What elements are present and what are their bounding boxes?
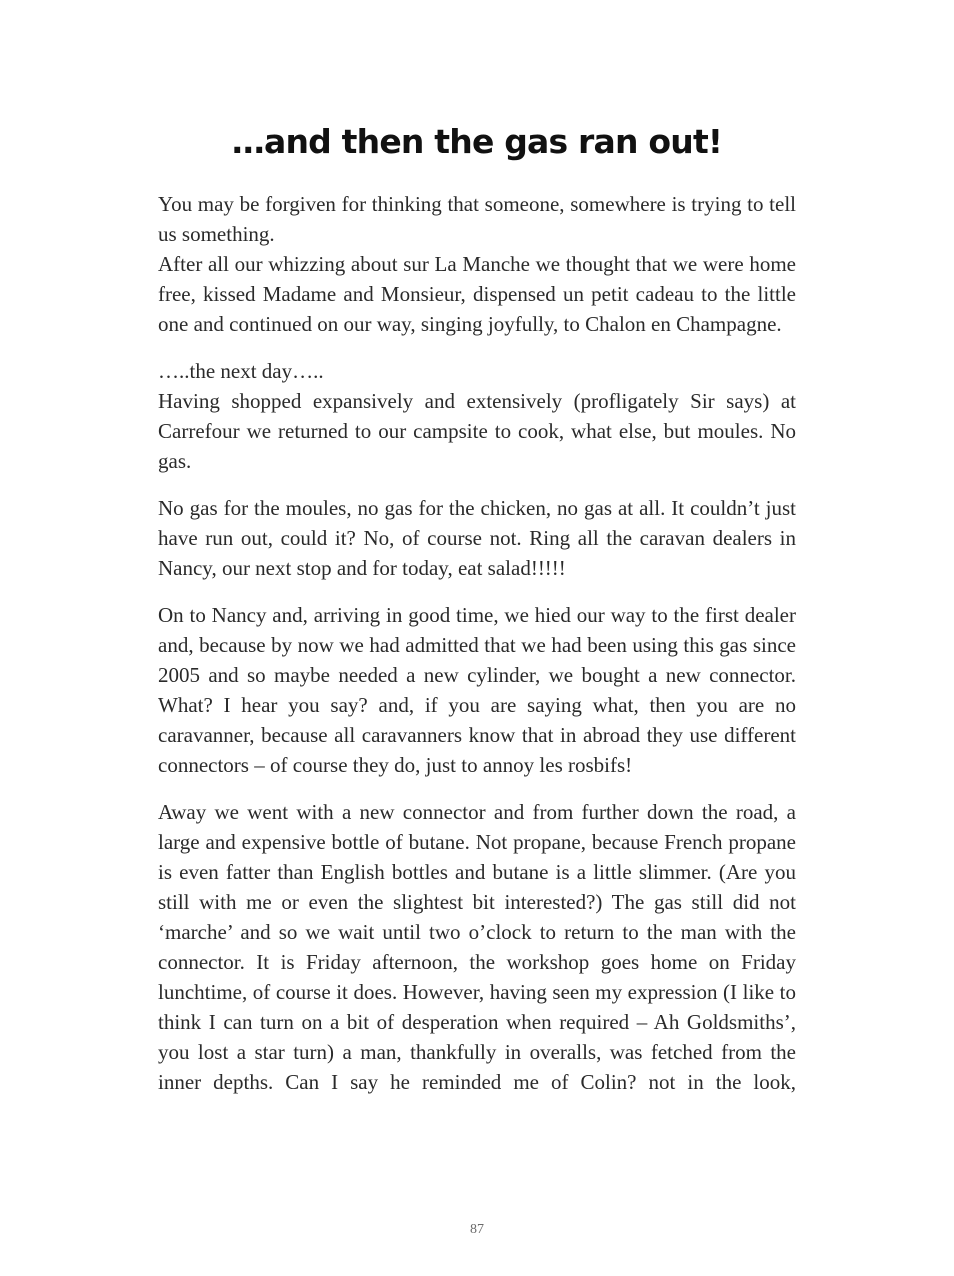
paragraph: No gas for the moules, no gas for the chicken, no gas at all. It couldn’t just have run out, could it? No, of course not. Ring all the caravan dealers in Nancy, our next stop and for today, eat salad!!!!! [158, 496, 796, 580]
paragraph: Having shopped expansively and extensively (profligately Sir says) at Carrefour we returned to our campsite to cook, what else, but moules. No gas. [158, 389, 796, 473]
paragraph: On to Nancy and, arriving in good time, we hied our way to the first dealer and, because by now we had admitted that we had been using this gas since 2005 and so maybe needed a new cylinder, we bought a new connector. What? I hear you say? and, if you are saying what, then you are no caravanner, because all caravanners know that in abroad they use different connectors – of course they do, just to annoy les rosbifs! [158, 603, 796, 777]
paragraph: …..the next day….. [158, 359, 324, 383]
chapter-title: …and then the gas ran out! [231, 122, 723, 161]
paragraph: After all our whizzing about sur La Manche we thought that we were home free, kissed Madame and Monsieur, dispensed un petit cadeau to the little one and continued on our way, singing joyfully, to Chalon en Champagne. [158, 252, 796, 336]
body-text [158, 189, 796, 1097]
paragraph: Away we went with a new connector and from further down the road, a large and expensive bottle of butane. Not propane, because French propane is even fatter than English bottles and butane is a little slimmer. (Are you still with me or even the slightest bit interested?) The gas still did not ‘marche’ and so we wait until two o’clock to return to the man with the connector. It is Friday afternoon, the workshop goes home on Friday lunchtime, of course it does. However, having seen my expression (I like to think I can turn on a bit of desperation when required – Ah Goldsmiths’, you lost a star turn) a man, thankfully in overalls, was fetched from the inner depths. Can I say he reminded me of Colin? not in the look, [158, 800, 796, 1094]
paragraph: You may be forgiven for thinking that someone, somewhere is trying to tell us something. [158, 192, 796, 246]
page-number: 87 [470, 1222, 484, 1237]
